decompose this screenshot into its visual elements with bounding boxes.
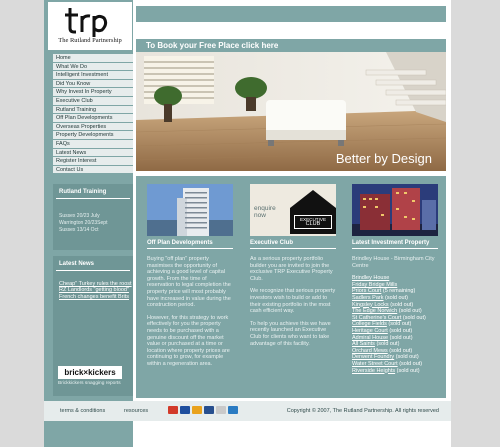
content-panel bbox=[136, 176, 446, 398]
resources-link[interactable]: resources bbox=[124, 408, 149, 414]
column-paragraph: Buying "off plan" property maximises the opportunity of achieving a good level of capital growth. From the time of reservation to legal completion the property price will most probably have increased in value during the construction period. bbox=[147, 256, 231, 309]
payment-card-icon bbox=[168, 406, 178, 414]
development-status: (sold out) bbox=[389, 327, 413, 334]
development-item[interactable] bbox=[352, 282, 438, 289]
main-nav bbox=[53, 54, 133, 174]
development-status: (5 remaining) bbox=[382, 288, 416, 295]
development-status: (sold out) bbox=[389, 347, 413, 354]
news-link[interactable]: RZ Landlords "getting blood" bbox=[59, 287, 129, 294]
development-status: (sold out) bbox=[388, 321, 412, 328]
news-link[interactable]: Cheap" Turkey rules the roost bbox=[59, 281, 132, 287]
development-name[interactable]: Admiral House bbox=[352, 334, 389, 341]
development-status: (sold out) bbox=[390, 301, 414, 308]
hero-tagline: Better by Design bbox=[335, 151, 432, 166]
offplan-title[interactable]: Off Plan Developments bbox=[147, 240, 233, 249]
investment-title[interactable]: Latest Investment Property bbox=[352, 240, 438, 249]
training-date: Sussex 20/23 July bbox=[59, 213, 100, 219]
nav-item[interactable]: Contact Us bbox=[53, 166, 133, 175]
development-item[interactable] bbox=[352, 361, 438, 368]
development-item[interactable] bbox=[352, 328, 438, 335]
development-item[interactable] bbox=[352, 321, 438, 328]
nav-item[interactable]: Rutland Training bbox=[53, 106, 133, 115]
development-item[interactable] bbox=[352, 275, 438, 282]
offplan-thumbnail[interactable] bbox=[147, 184, 233, 236]
news-links bbox=[53, 271, 133, 300]
training-date: Sussex 13/14 Oct bbox=[59, 227, 99, 233]
news-heading: Latest News bbox=[56, 256, 130, 271]
hero-image bbox=[136, 52, 446, 171]
top-bar bbox=[136, 6, 446, 22]
page bbox=[44, 0, 451, 447]
development-name[interactable]: St Catherine's Court bbox=[352, 314, 402, 321]
development-item[interactable] bbox=[352, 335, 438, 342]
development-name[interactable]: College Fields bbox=[352, 321, 387, 328]
executive-text bbox=[250, 256, 336, 347]
terms-link[interactable]: terms & conditions bbox=[60, 408, 106, 414]
enquire-now-text: enquire now bbox=[254, 205, 276, 219]
payment-card-icon bbox=[204, 406, 214, 414]
development-name[interactable]: Orchard Mews bbox=[352, 347, 388, 354]
development-status: (sold out) bbox=[389, 334, 413, 341]
development-item[interactable] bbox=[352, 302, 438, 309]
nav-item[interactable]: What We Do bbox=[53, 63, 133, 72]
development-item[interactable] bbox=[352, 288, 438, 295]
nav-item[interactable]: Latest News bbox=[53, 149, 133, 158]
nav-item[interactable]: Why Invest In Property bbox=[53, 88, 133, 97]
development-name[interactable]: The Edge Norwich bbox=[352, 308, 398, 315]
column-paragraph: As a serious property portfolio builder you are invited to join the exclusive TRP Executive Property Club. bbox=[250, 256, 333, 282]
development-name[interactable]: Sadlers Park bbox=[352, 294, 384, 301]
development-name[interactable]: Priors Court bbox=[352, 288, 382, 295]
development-status: (sold out) bbox=[395, 354, 419, 361]
training-box bbox=[53, 184, 133, 250]
nav-item[interactable]: Register Interest bbox=[53, 157, 133, 166]
payment-card-icon bbox=[180, 406, 190, 414]
development-item[interactable] bbox=[352, 348, 438, 355]
logo[interactable] bbox=[48, 2, 132, 50]
development-status: (sold out) bbox=[402, 314, 426, 321]
development-item[interactable] bbox=[352, 341, 438, 348]
development-name[interactable]: Derwent Foundry bbox=[352, 354, 395, 361]
development-status: (sold out) bbox=[396, 367, 420, 374]
development-status: (sold out) bbox=[385, 294, 408, 301]
executive-column bbox=[250, 184, 342, 353]
badge-line1: EXECUTIVE bbox=[299, 217, 327, 222]
development-name[interactable]: Heritage Court bbox=[352, 327, 388, 334]
nav-item[interactable]: Executive Club bbox=[53, 97, 133, 106]
investment-intro: Brindley House - Birmingham City Centre bbox=[352, 256, 435, 269]
offplan-column bbox=[147, 184, 239, 374]
news-link[interactable]: French changes benefit Brits bbox=[59, 293, 130, 300]
executive-thumbnail[interactable] bbox=[250, 184, 336, 236]
nav-item[interactable]: Overseas Properties bbox=[53, 123, 133, 132]
nav-item[interactable]: Off Plan Developments bbox=[53, 114, 133, 123]
investment-column bbox=[352, 184, 444, 374]
building-photo bbox=[147, 184, 233, 236]
badge-line2: CLUB bbox=[305, 221, 321, 227]
payment-card-icon bbox=[192, 406, 202, 414]
development-status: (sold out) bbox=[376, 341, 400, 348]
investment-text bbox=[352, 256, 438, 374]
brickkickers-caption: Brickkickers snagging reports bbox=[58, 381, 121, 386]
nav-item[interactable]: FAQs bbox=[53, 140, 133, 149]
left-column bbox=[44, 0, 133, 447]
executive-title[interactable]: Executive Club bbox=[250, 240, 336, 249]
training-heading: Rutland Training bbox=[56, 184, 130, 199]
development-item[interactable] bbox=[352, 368, 438, 375]
offplan-text bbox=[147, 256, 233, 368]
development-name[interactable]: Brindley House bbox=[352, 275, 390, 282]
copyright-text: Copyright © 2007, The Rutland Partnership. All rights reserved bbox=[286, 408, 439, 414]
training-dates bbox=[53, 199, 133, 234]
development-status: (sold out) bbox=[399, 360, 423, 367]
development-list bbox=[352, 275, 438, 374]
development-item[interactable] bbox=[352, 315, 438, 322]
company-name: The Rutland Partnership bbox=[58, 37, 122, 44]
development-item[interactable] bbox=[352, 354, 438, 361]
development-name[interactable]: Friday Bridge Mills bbox=[352, 281, 398, 288]
training-date: Warrington 20/23Sept bbox=[59, 220, 108, 226]
development-status: (sold out) bbox=[398, 308, 422, 315]
column-paragraph: To help you achieve this we have recently launched an Executive Club for clients who want to take advantage of this facility. bbox=[250, 320, 331, 347]
development-name[interactable]: Kingsley Locks bbox=[352, 301, 389, 308]
development-name[interactable]: Water Street Court bbox=[352, 360, 398, 367]
column-paragraph: However, for this strategy to work effectively for you the property needs to be purchased with a genuine discount off the market value or purchased at a time or location where property prices are continuing to grow, for example within a regeneration area. bbox=[147, 314, 230, 367]
payment-cards bbox=[168, 406, 238, 415]
brickkickers-logo[interactable]: brick×kickers bbox=[58, 366, 122, 379]
column-paragraph: We recognize that serious property investors wish to build or add to their existing portfolio in the most cash efficient way. bbox=[250, 288, 336, 315]
nav-item[interactable]: Property Developments bbox=[53, 131, 133, 140]
book-place-link[interactable]: To Book your Free Place click here bbox=[136, 39, 446, 52]
nav-item[interactable]: Intelligent Investment bbox=[53, 71, 133, 80]
payment-card-icon bbox=[228, 406, 238, 414]
development-item[interactable] bbox=[352, 295, 438, 302]
nav-item[interactable]: Did You Know bbox=[53, 80, 133, 89]
footer bbox=[44, 401, 451, 421]
nav-item[interactable]: Home bbox=[53, 54, 133, 63]
development-name[interactable]: Riverside Heights bbox=[352, 367, 396, 374]
trp-logo-icon bbox=[64, 6, 114, 38]
development-item[interactable] bbox=[352, 308, 438, 315]
development-name[interactable]: All Saints bbox=[352, 341, 375, 348]
city-night-photo bbox=[352, 184, 438, 236]
investment-thumbnail[interactable] bbox=[352, 184, 438, 236]
executive-club-badge bbox=[294, 215, 332, 229]
payment-card-icon bbox=[216, 406, 226, 414]
